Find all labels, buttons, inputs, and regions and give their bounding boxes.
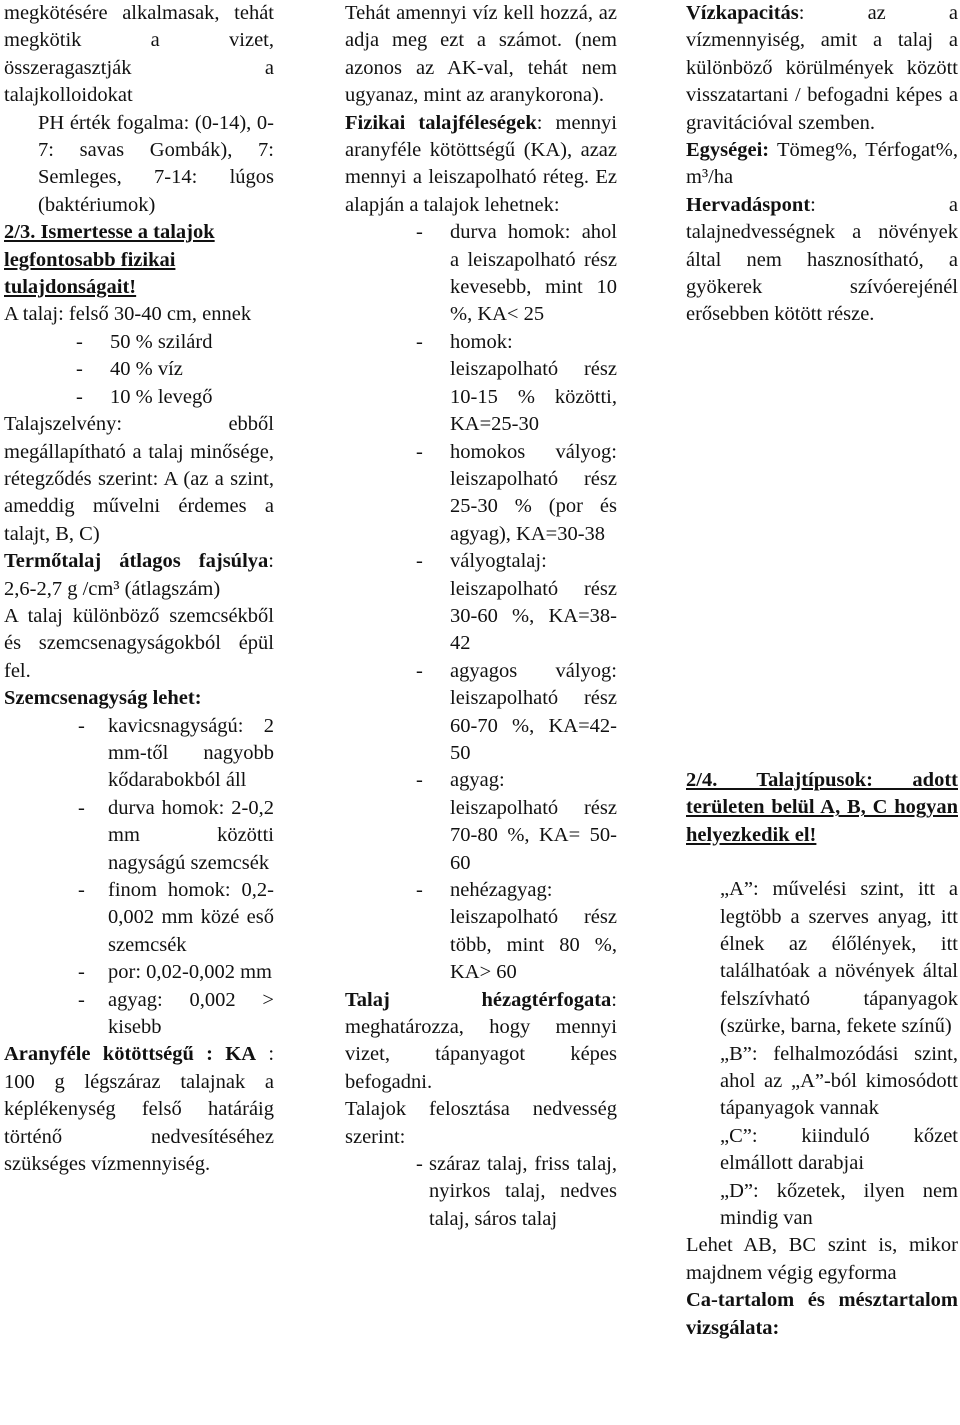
- list-item: - vályogtalaj: leiszapolható rész 30-60 %, KA=38-42: [345, 548, 617, 658]
- ka-term: Aranyféle kötöttségű : KA: [4, 1043, 257, 1066]
- pore-volume-text: : meghatározza, hogy mennyi vizet, tápanyagot képes befogadni.: [345, 988, 617, 1093]
- list-item: - kavicsnagyságú: 2 mm-től nagyobb kődarabokból áll: [4, 713, 274, 795]
- moisture-list: [345, 1151, 617, 1233]
- list-item: - homokos vályog: leiszapolható rész 25-30 % (por és agyag), KA=30-38: [345, 439, 617, 549]
- paragraph-pore-volume: [345, 987, 617, 1097]
- wilting-point-text: : a talajnedvességnek a növények által nem hasznosítható, a gyökerek szívóerejénél erősebben kötött része.: [686, 193, 958, 326]
- paragraph-water-capacity: [686, 0, 958, 137]
- list-item: - 50 % szilárd: [4, 329, 274, 356]
- density-term: Termőtalaj átlagos fajsúlya: [4, 550, 269, 573]
- list-item: - durva homok: 2-0,2 mm közötti nagyságú szemcsék: [4, 795, 274, 877]
- list-item: - homok: leiszapolható rész 10-15 % közötti, KA=25-30: [345, 329, 617, 439]
- grain-size-list: [4, 713, 274, 1042]
- list-item: - durva homok: ahol a leiszapolható rész kevesebb, mint 10 %, KA< 25: [345, 219, 617, 329]
- density-text: : 2,6-2,7 g /cm³ (átlagszám): [4, 550, 274, 600]
- paragraph-ka: [4, 1041, 274, 1178]
- paragraph-soil-binding: megkötésére alkalmasak, tehát megkötik a vizet, összeragasztják a talajkolloidokat: [4, 2, 274, 107]
- units-term: Egységei:: [686, 139, 770, 162]
- list-item: - 40 % víz: [4, 356, 274, 383]
- section-heading-physical-properties: 2/3. Ismertesse a talajok legfontosabb fizikai tulajdonságait!: [4, 221, 215, 299]
- list-item: - finom homok: 0,2-0,002 mm közé eső szemcsék: [4, 877, 274, 959]
- paragraph-ka-explanation: Tehát amennyi víz kell hozzá, az adja meg ezt a számot. (nem azonos az AK-val, tehát nem ugyanaz, mint az aranykorona).: [345, 2, 617, 107]
- list-item: - agyag: leiszapolható rész 70-80 %, KA= 50-60: [345, 767, 617, 877]
- horizon-a: „A”: művelési szint, itt a legtöbb a szerves anyag, itt élnek az élőlények, itt találhatóak a növények által felszívható tápanyagok (szürke, barna, fekete színű): [720, 878, 958, 1038]
- pore-volume-term: Talaj hézagtérfogata: [345, 988, 612, 1011]
- paragraph-moisture-classes: Talajok felosztása nedvesség szerint:: [345, 1098, 617, 1148]
- water-capacity-term: Vízkapacitás: [686, 2, 799, 24]
- list-item: - 10 % levegő: [4, 384, 274, 411]
- paragraph-soil-top: A talaj: felső 30-40 cm, ennek: [4, 303, 252, 326]
- column-middle: [345, 0, 617, 1233]
- water-capacity-text: : az a vízmennyiség, amit a talaj a különböző körülmények között visszatartani / befogadni képes a gravitációval szemben.: [686, 2, 958, 134]
- horizon-c: „C”: kiinduló kőzet elmállott darabjai: [720, 1124, 958, 1175]
- list-item: - nehézagyag: leiszapolható rész több, mint 80 %, KA> 60: [345, 877, 617, 987]
- wilting-point-term: Hervadáspont: [686, 193, 811, 216]
- soil-types-text: : mennyi aranyféle kötöttségű (KA), azaz mennyi a leiszapolható réteg. Ez alapján a talajok lehetnek:: [345, 111, 617, 216]
- list-item: - por: 0,02-0,002 mm: [4, 959, 274, 986]
- soil-components-list: [4, 329, 274, 411]
- list-item: - agyag: 0,002 > kisebb: [4, 987, 274, 1042]
- lime-content-heading: Ca-tartalom és mésztartalom vizsgálata:: [686, 1289, 958, 1339]
- list-item: - száraz talaj, friss talaj, nyirkos talaj, nedves talaj, sáros talaj: [345, 1151, 617, 1233]
- horizon-d: „D”: kőzetek, ilyen nem mindig van: [720, 1179, 958, 1229]
- soil-types-term: Fizikai talajféleségek: [345, 111, 537, 134]
- column-gap: [686, 329, 958, 767]
- paragraph-units: [686, 137, 958, 192]
- paragraph-ph: PH érték fogalma: (0-14), 0-7: savas Gombák), 7: Semleges, 7-14: lúgos (baktériumok): [38, 111, 274, 216]
- paragraph-wilting-point: [686, 192, 958, 329]
- paragraph-soil-profile: Talajszelvény: ebből megállapítható a talaj minősége, rétegződés szerint: A (az a szint, ameddig művelni érdemes a talajt, B, C): [4, 413, 274, 545]
- spacer: [686, 849, 958, 876]
- paragraph-soil-types: [345, 110, 617, 220]
- ka-text: : 100 g légszáraz talajnak a képlékenység felső határáig történő nedvesítéséhez szükséges vízmennyiség.: [4, 1043, 275, 1176]
- units-text: Tömeg%, Térfogat%, m³/ha: [686, 139, 958, 189]
- horizon-b: „B”: felhalmozódási szint, ahol az „A”-ból kimosódott tápanyagok vannak: [720, 1042, 958, 1120]
- soil-types-list: [345, 219, 617, 986]
- column-left: [4, 0, 274, 1178]
- list-item: - agyagos vályog: leiszapolható rész 60-70 %, KA=42-50: [345, 658, 617, 768]
- paragraph-grains: A talaj különböző szemcsékből és szemcsenagyságokból épül fel.: [4, 604, 274, 682]
- section-heading-soil-types: 2/4. Talajtípusok: adott területen belül A, B, C hogyan helyezkedik el!: [686, 768, 958, 846]
- column-right: [686, 0, 958, 1342]
- grain-size-heading: Szemcsenagyság lehet:: [4, 687, 202, 710]
- paragraph-density: [4, 548, 274, 603]
- paragraph-mixed-horizons: Lehet AB, BC szint is, mikor majdnem végig egyforma: [686, 1234, 958, 1284]
